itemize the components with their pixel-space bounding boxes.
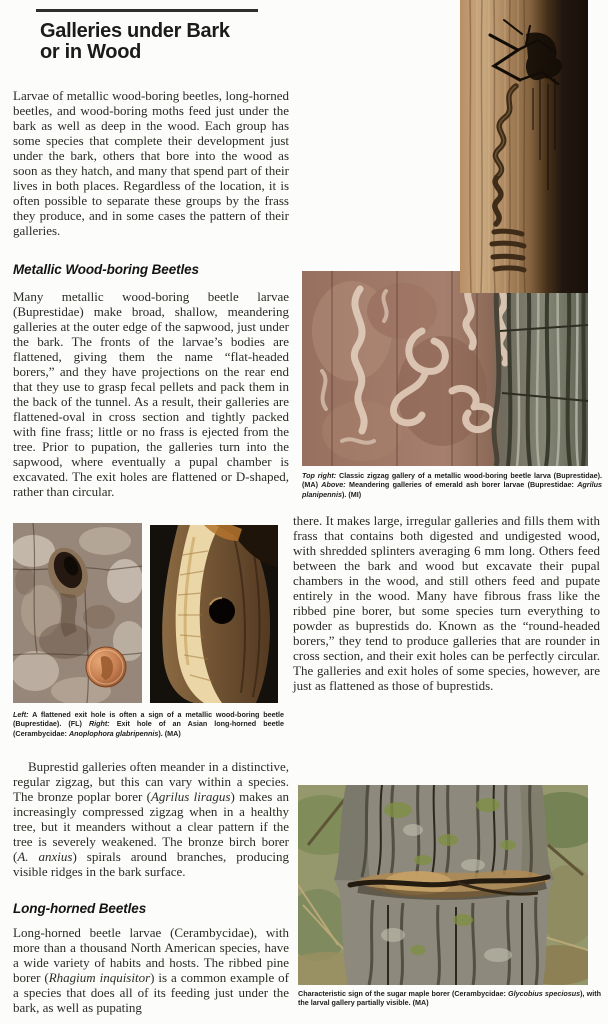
species-rhagium-inquisitor: Rhagium inquisitor: [48, 970, 151, 985]
zigzag-gallery-illustration: [460, 0, 588, 293]
species-agrilus-liragus: Agrilus liragus: [150, 789, 231, 804]
photo-flattened-exit-hole-with-penny: [13, 523, 142, 703]
caption-exit-text-3: ). (MA): [158, 728, 181, 738]
caption-exit-text-2: Exit hole of an Asian long-horned beetle (Cerambycidae:: [13, 719, 284, 738]
buprestid-text-2: ) makes an increasingly compressed zigzag when in a healthy tree, but it meanders without a clear pattern if the tree is severely weakened. The bronze birch borer (: [13, 789, 289, 864]
right-column-paragraph: there. It makes large, irregular galleries and fills them with frass that contains both digested and undigested wood, with shredded splinters averaging 6 mm long. Others feed between the bark and wood but excavate their pupal chambers in the wood, and still others feed and pupate entirely in the wood. Many have fibrous frass like the ribbed pine borer, but some species turn everything to powder as buprestids do. Known as the “round-headed borers,” they tend to produce galleries that are rounder in cross section, and their exit holes can be perfectly circular. The galleries and exit holes of some species, however, are just as flattened as those of buprestids.: [293, 513, 600, 693]
buprestid-galleries-paragraph: [13, 759, 289, 879]
section-heading-metallic-wood-boring-beetles: Metallic Wood-boring Beetles: [13, 262, 199, 277]
caption-exit-holes: [13, 710, 284, 738]
long-horned-paragraph: [13, 925, 289, 1015]
longhorn-text-1: Long-horned beetle larvae (Cerambycidae), with more than a thousand North American species, have a wide variety of habits and hosts. The ribbed pine borer (: [13, 925, 289, 985]
bark-exit-hole-penny-illustration: [13, 523, 142, 703]
title-rule: [36, 9, 258, 12]
metallic-section-paragraph: Many metallic wood-boring beetle larvae (Buprestidae) make broad, shallow, meandering galleries at the outer edge of the sapwood, just under the bark. The fronts of the larvae’s bodies are flattened, giving them the name “flat-headed borers,” and they have projections on the rear end that they use to grasp fecal pellets and pack them in the back of the tunnel. As a result, their galleries are flattened-oval in cross section and tightly packed with fine frass; little or no frass is ejected from the tree. Prior to pupation, the galleries turn into the sapwood, where eventually a pupal chamber is excavated. The exit holes are flattened or D-shaped, rather than circular.: [13, 289, 289, 499]
caption-maple-species: Glycobius speciosus: [508, 989, 581, 998]
buprestid-text-3: ) spirals around branches, producing visible ridges in the bark surface.: [13, 849, 290, 879]
longhorn-text-2: ) is a common example of a species that does all of its feeding just under the bark, as well as pupating: [13, 970, 289, 1015]
buprestid-text-1: Buprestid galleries often meander in a distinctive, regular zigzag, but this can vary within a species. The bronze poplar borer (: [13, 759, 289, 804]
sugar-maple-borer-illustration: [298, 785, 588, 985]
page-title-line-1: Galleries under Bark: [40, 20, 230, 42]
intro-paragraph: Larvae of metallic wood-boring beetles, long-horned beetles, and wood-boring moths feed just under the bark as well as deep in the wood. Each group has some species that complete their development just under the bark, others that bore into the wood as soon as they hatch, and many that spend part of their lives in both places. Regardless of the location, it is often possible to separate these groups by the frass they produce, and in some cases the pattern of their galleries.: [13, 88, 289, 238]
section-heading-long-horned-beetles: Long-horned Beetles: [13, 901, 147, 916]
photo-emerald-ash-borer-galleries: [302, 271, 588, 466]
photo-sugar-maple-borer-trunk: [298, 785, 588, 985]
caption-zigzag-label-top-right: Top right:: [302, 471, 337, 480]
caption-zigzag-text-3: ). (MI): [341, 489, 362, 499]
caption-sugar-maple-borer: [298, 989, 601, 1008]
caption-zigzag-and-meander: [302, 471, 602, 499]
photo-round-exit-hole-long-horned-beetle: [150, 525, 278, 703]
caption-zigzag-text-2: Meandering galleries of emerald ash borer larvae (Buprestidae:: [345, 480, 578, 490]
caption-exit-text-1: A flattened exit hole is often a sign of a metallic wood-boring beetle (Buprestidae). (FL): [13, 710, 284, 729]
wood-round-exit-hole-illustration: [150, 525, 278, 703]
caption-exit-label-right: Right:: [88, 719, 110, 729]
caption-maple-text-1: Characteristic sign of the sugar maple borer (Cerambycidae:: [298, 989, 509, 998]
caption-maple-text-2: ), with the larval gallery partially visible. (MA): [298, 989, 601, 1008]
caption-exit-species: Anoplophora glabripennis: [68, 728, 159, 738]
caption-zigzag-species: Agrilus planipennis: [302, 480, 602, 499]
meandering-galleries-illustration: [302, 271, 588, 466]
species-a-anxius: A. anxius: [17, 849, 73, 864]
caption-exit-label-left: Left:: [13, 710, 29, 719]
caption-zigzag-label-above: Above:: [321, 480, 346, 490]
page-title: [40, 21, 230, 63]
caption-zigzag-text-1: Classic zigzag gallery of a metallic wood-boring beetle larva (Buprestidae). (MA): [302, 471, 602, 490]
page-title-line-2: or in Wood: [40, 41, 142, 63]
photo-zigzag-gallery-weathered-wood: [460, 0, 588, 293]
